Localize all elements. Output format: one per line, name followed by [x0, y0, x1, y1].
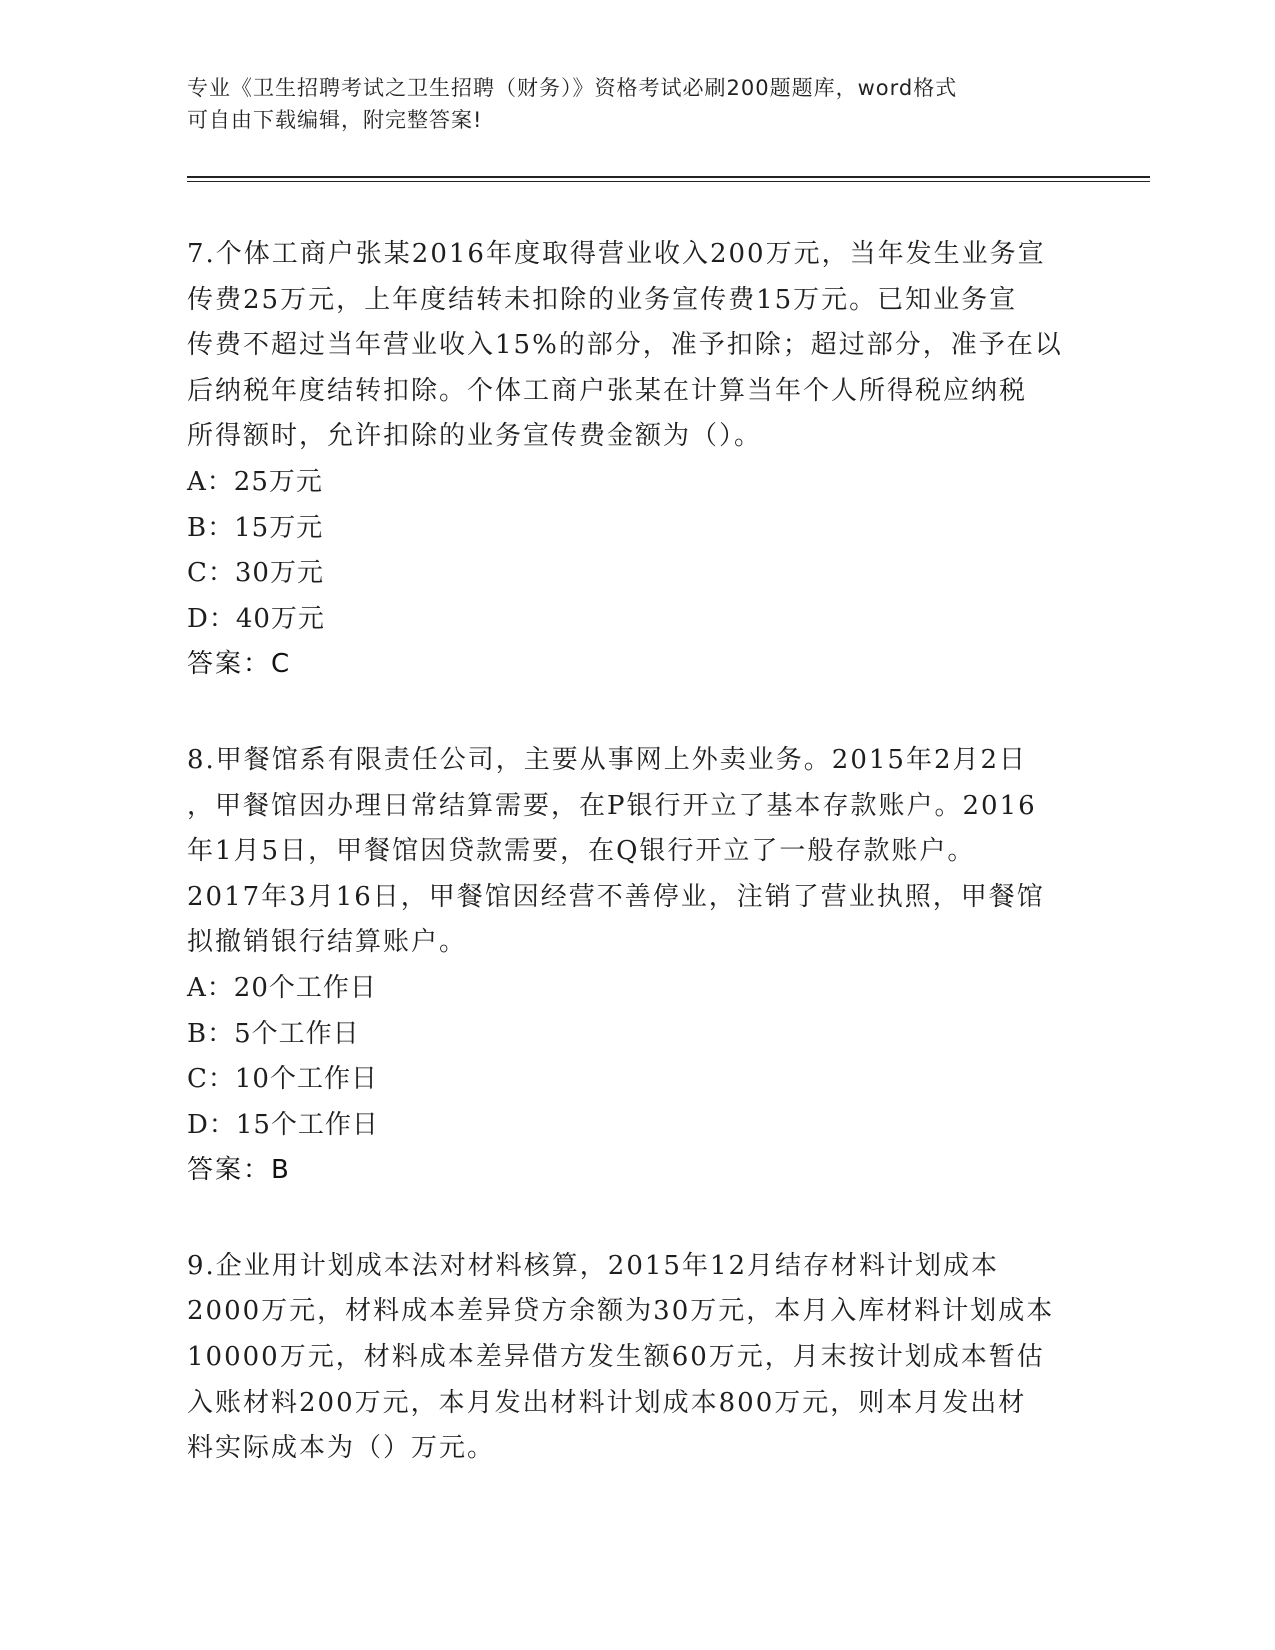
questions-container: [187, 232, 1087, 1522]
header-divider-thick: [187, 176, 1150, 178]
header-line-1: 专业《卫生招聘考试之卫生招聘（财务）》资格考试必刷200题题库，word格式: [187, 76, 958, 100]
answer-line: 答案：B: [187, 1155, 291, 1186]
question-block: [187, 738, 1087, 1194]
header-divider-thin: [187, 181, 1150, 182]
option-d: D：15个工作日: [187, 1109, 379, 1140]
question-text: [187, 738, 1087, 966]
option-b: B：5个工作日: [187, 1018, 360, 1049]
question-line: 后纳税年度结转扣除。个体工商户张某在计算当年个人所得税应纳税: [187, 375, 1028, 406]
question-line: 料实际成本为（）万元。: [187, 1433, 496, 1464]
question-line: 拟撤销银行结算账户。: [187, 927, 468, 958]
option-c: C：10个工作日: [187, 1064, 378, 1095]
option-a: A：20个工作日: [187, 972, 377, 1003]
option-b: B：15万元: [187, 512, 324, 543]
question-line: 10000万元，材料成本差异借方发生额60万元，月末按计划成本暂估: [187, 1342, 1045, 1373]
question-line: ，甲餐馆因办理日常结算需要，在P银行开立了基本存款账户。2016: [187, 790, 1037, 821]
document-header: [187, 72, 1087, 136]
answer-line: 答案：C: [187, 649, 292, 680]
question-line: 年1月5日，甲餐馆因贷款需要，在Q银行开立了一般存款账户。: [187, 836, 976, 867]
option-d: D：40万元: [187, 603, 325, 634]
option-a: A：25万元: [187, 466, 323, 497]
question-line: 传费25万元，上年度结转未扣除的业务宣传费15万元。已知业务宣: [187, 284, 1018, 315]
question-line: 传费不超过当年营业收入15%的部分，准予扣除；超过部分，准予在以: [187, 330, 1063, 361]
question-block: [187, 232, 1087, 688]
question-text: [187, 1244, 1087, 1472]
question-block: [187, 1244, 1087, 1472]
question-line: 9.企业用计划成本法对材料核算，2015年12月结存材料计划成本: [187, 1250, 1000, 1281]
question-line: 2017年3月16日，甲餐馆因经营不善停业，注销了营业执照，甲餐馆: [187, 881, 1045, 912]
question-line: 2000万元，材料成本差异贷方余额为30万元，本月入库材料计划成本: [187, 1296, 1055, 1327]
question-line: 所得额时，允许扣除的业务宣传费金额为（）。: [187, 421, 763, 452]
question-line: 8.甲餐馆系有限责任公司，主要从事网上外卖业务。2015年2月2日: [187, 744, 1028, 775]
option-c: C：30万元: [187, 558, 324, 589]
header-line-2: 可自由下载编辑，附完整答案!: [187, 108, 483, 132]
question-line: 入账材料200万元，本月发出材料计划成本800万元，则本月发出材: [187, 1387, 1027, 1418]
question-line: 7.个体工商户张某2016年度取得营业收入200万元，当年发生业务宣: [187, 239, 1046, 269]
question-text: [187, 232, 1087, 460]
